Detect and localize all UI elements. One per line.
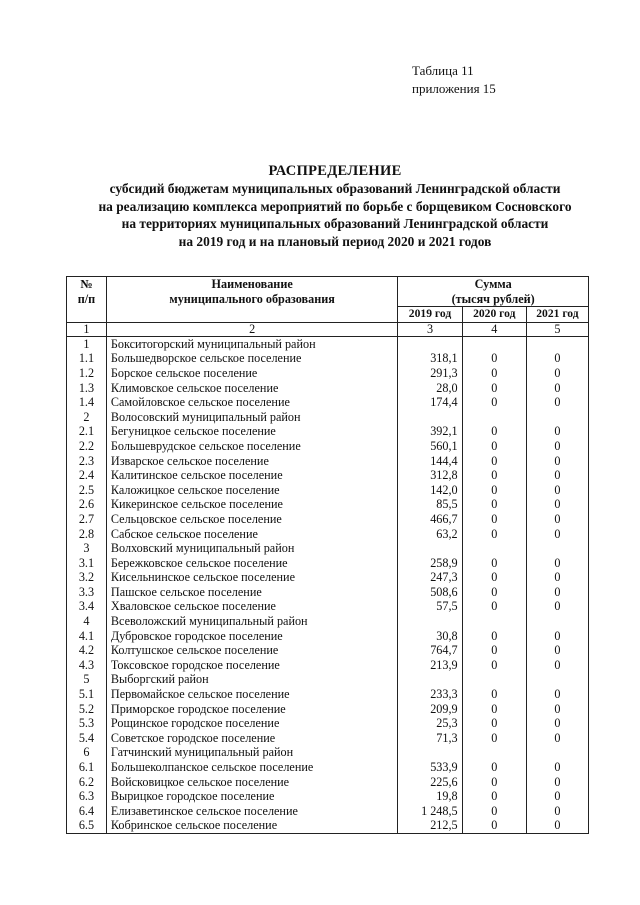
amount-2019: 209,9 [398, 702, 462, 717]
amount-2020: 0 [462, 570, 526, 585]
table-header [67, 277, 589, 323]
amount-2021: 0 [526, 789, 588, 804]
amount-2019: 144,4 [398, 454, 462, 469]
row-number: 5.2 [67, 702, 107, 717]
amount-2020: 0 [462, 643, 526, 658]
amount-2021 [526, 410, 588, 425]
amount-2021: 0 [526, 643, 588, 658]
amount-2019: 63,2 [398, 527, 462, 542]
amount-2019: 291,3 [398, 366, 462, 381]
amount-2019: 318,1 [398, 351, 462, 366]
row-number: 3 [67, 541, 107, 556]
amount-2021: 0 [526, 366, 588, 381]
municipality-name: Борское сельское поселение [106, 366, 397, 381]
amount-2021: 0 [526, 658, 588, 673]
header-year-2020: 2020 год [462, 307, 526, 323]
amount-2019: 560,1 [398, 439, 462, 454]
row-number: 3.3 [67, 585, 107, 600]
row-number: 3.1 [67, 556, 107, 571]
municipality-name: Дубровское городское поселение [106, 629, 397, 644]
row-number: 6.2 [67, 775, 107, 790]
table-row [67, 527, 589, 542]
amount-2020: 0 [462, 760, 526, 775]
document-title [40, 162, 630, 250]
municipality-name: Волховский муниципальный район [106, 541, 397, 556]
municipality-name: Всеволожский муниципальный район [106, 614, 397, 629]
municipality-name: Елизаветинское сельское поселение [106, 804, 397, 819]
amount-2020: 0 [462, 512, 526, 527]
municipality-name: Пашское сельское поселение [106, 585, 397, 600]
amount-2019: 225,6 [398, 775, 462, 790]
row-number: 2.8 [67, 527, 107, 542]
header-sum-line-2: (тысяч рублей) [451, 291, 535, 306]
amount-2019: 71,3 [398, 731, 462, 746]
row-number: 2.3 [67, 454, 107, 469]
municipality-name: Сельцовское сельское поселение [106, 512, 397, 527]
row-number: 5.4 [67, 731, 107, 746]
appendix-reference: приложения 15 [412, 81, 496, 96]
amount-2020: 0 [462, 599, 526, 614]
amount-2021: 0 [526, 351, 588, 366]
header-name [106, 277, 397, 323]
amount-2019: 392,1 [398, 424, 462, 439]
amount-2020 [462, 745, 526, 760]
table-row [67, 351, 589, 366]
column-number-row [67, 322, 589, 336]
amount-2020: 0 [462, 351, 526, 366]
municipality-name: Самойловское сельское поселение [106, 395, 397, 410]
municipality-name: Большеврудское сельское поселение [106, 439, 397, 454]
amount-2019 [398, 672, 462, 687]
header-year-2019: 2019 год [398, 307, 462, 323]
table-row [67, 599, 589, 614]
table-row [67, 395, 589, 410]
header-number-abbr: п/п [77, 291, 96, 306]
amount-2019: 30,8 [398, 629, 462, 644]
amount-2020: 0 [462, 527, 526, 542]
amount-2019: 25,3 [398, 716, 462, 731]
table-reference [412, 62, 496, 98]
row-number: 2.5 [67, 483, 107, 498]
row-number: 6.5 [67, 818, 107, 833]
municipality-name: Советское городское поселение [106, 731, 397, 746]
amount-2021: 0 [526, 512, 588, 527]
table-row [67, 760, 589, 775]
amount-2021: 0 [526, 760, 588, 775]
table-row [67, 672, 589, 687]
table-row [67, 629, 589, 644]
header-year-2021: 2021 год [526, 307, 588, 323]
amount-2020: 0 [462, 366, 526, 381]
table-row [67, 410, 589, 425]
table-row [67, 366, 589, 381]
amount-2020 [462, 336, 526, 351]
row-number: 2.1 [67, 424, 107, 439]
amount-2021: 0 [526, 556, 588, 571]
municipality-name: Кобринское сельское поселение [106, 818, 397, 833]
row-number: 1.3 [67, 381, 107, 396]
municipality-name: Бережковское сельское поселение [106, 556, 397, 571]
amount-2019: 142,0 [398, 483, 462, 498]
table-number: Таблица 11 [412, 63, 474, 78]
amount-2021: 0 [526, 731, 588, 746]
amount-2020 [462, 410, 526, 425]
table-row [67, 643, 589, 658]
municipality-name: Токсовское городское поселение [106, 658, 397, 673]
table-row [67, 585, 589, 600]
row-number: 3.2 [67, 570, 107, 585]
municipality-name: Бокситогорский муниципальный район [106, 336, 397, 351]
amount-2019 [398, 410, 462, 425]
municipality-name: Кисельнинское сельское поселение [106, 570, 397, 585]
amount-2021: 0 [526, 424, 588, 439]
row-number: 2 [67, 410, 107, 425]
header-number-symbol: № [80, 277, 93, 291]
table-row [67, 336, 589, 351]
table-row [67, 381, 589, 396]
amount-2020 [462, 541, 526, 556]
amount-2020: 0 [462, 629, 526, 644]
column-number: 3 [398, 322, 462, 336]
amount-2021: 0 [526, 497, 588, 512]
municipality-name: Сабское сельское поселение [106, 527, 397, 542]
amount-2020: 0 [462, 483, 526, 498]
municipality-name: Изварское сельское поселение [106, 454, 397, 469]
amount-2021 [526, 614, 588, 629]
table-row [67, 483, 589, 498]
municipality-name: Первомайское сельское поселение [106, 687, 397, 702]
table-row [67, 614, 589, 629]
title-heading: РАСПРЕДЕЛЕНИЕ [268, 163, 402, 179]
amount-2020: 0 [462, 702, 526, 717]
table-row [67, 468, 589, 483]
table-row [67, 512, 589, 527]
subsidy-table [66, 276, 589, 834]
title-line-1: субсидий бюджетам муниципальных образований Ленинградской области [109, 181, 561, 196]
amount-2020: 0 [462, 497, 526, 512]
amount-2021: 0 [526, 585, 588, 600]
header-name-line-1: Наименование [211, 277, 293, 291]
amount-2019: 466,7 [398, 512, 462, 527]
table-row [67, 556, 589, 571]
amount-2021: 0 [526, 454, 588, 469]
amount-2020: 0 [462, 658, 526, 673]
column-number: 5 [526, 322, 588, 336]
amount-2019: 1 248,5 [398, 804, 462, 819]
amount-2021: 0 [526, 439, 588, 454]
row-number: 1.2 [67, 366, 107, 381]
amount-2019: 764,7 [398, 643, 462, 658]
amount-2020: 0 [462, 439, 526, 454]
header-sum-line-1: Сумма [474, 277, 512, 291]
amount-2020: 0 [462, 585, 526, 600]
amount-2019 [398, 541, 462, 556]
title-line-3: на территориях муниципальных образований Ленинградской области [121, 216, 549, 232]
row-number: 6 [67, 745, 107, 760]
header-number [67, 277, 107, 323]
row-number: 5 [67, 672, 107, 687]
amount-2020: 0 [462, 818, 526, 833]
amount-2021: 0 [526, 483, 588, 498]
amount-2021: 0 [526, 702, 588, 717]
amount-2019 [398, 614, 462, 629]
table-row [67, 731, 589, 746]
municipality-name: Вырицкое городское поселение [106, 789, 397, 804]
row-number: 2.2 [67, 439, 107, 454]
title-line-4: на 2019 год и на плановый период 2020 и 2021 годов [178, 233, 492, 249]
municipality-name: Каложицкое сельское поселение [106, 483, 397, 498]
amount-2021: 0 [526, 629, 588, 644]
amount-2021 [526, 672, 588, 687]
amount-2020 [462, 614, 526, 629]
header-sum [398, 277, 589, 307]
amount-2021: 0 [526, 818, 588, 833]
column-number: 1 [67, 322, 107, 336]
municipality-name: Выборгский район [106, 672, 397, 687]
table-row [67, 541, 589, 556]
table-row [67, 687, 589, 702]
amount-2019: 312,8 [398, 468, 462, 483]
municipality-name: Кикеринское сельское поселение [106, 497, 397, 512]
amount-2019: 508,6 [398, 585, 462, 600]
row-number: 2.4 [67, 468, 107, 483]
amount-2019: 233,3 [398, 687, 462, 702]
table-row [67, 818, 589, 833]
row-number: 2.7 [67, 512, 107, 527]
municipality-name: Калитинское сельское поселение [106, 468, 397, 483]
municipality-name: Гатчинский муниципальный район [106, 745, 397, 760]
municipality-name: Хваловское сельское поселение [106, 599, 397, 614]
table-row [67, 804, 589, 819]
table-row [67, 570, 589, 585]
amount-2021: 0 [526, 716, 588, 731]
amount-2021 [526, 745, 588, 760]
amount-2020: 0 [462, 716, 526, 731]
amount-2021: 0 [526, 599, 588, 614]
amount-2019: 212,5 [398, 818, 462, 833]
header-name-line-2: муниципального образования [169, 291, 335, 306]
amount-2020: 0 [462, 731, 526, 746]
table-row [67, 658, 589, 673]
row-number: 4 [67, 614, 107, 629]
table-row [67, 702, 589, 717]
row-number: 1.4 [67, 395, 107, 410]
table-row [67, 497, 589, 512]
amount-2020 [462, 672, 526, 687]
table-row [67, 745, 589, 760]
municipality-name: Волосовский муниципальный район [106, 410, 397, 425]
table-row [67, 424, 589, 439]
municipality-name: Бегуницкое сельское поселение [106, 424, 397, 439]
amount-2020: 0 [462, 395, 526, 410]
amount-2020: 0 [462, 381, 526, 396]
row-number: 6.1 [67, 760, 107, 775]
amount-2020: 0 [462, 789, 526, 804]
amount-2020: 0 [462, 687, 526, 702]
row-number: 1 [67, 336, 107, 351]
amount-2019: 19,8 [398, 789, 462, 804]
title-line-2: на реализацию комплекса мероприятий по борьбе с борщевиком Сосновского [98, 198, 572, 214]
amount-2019: 247,3 [398, 570, 462, 585]
amount-2021: 0 [526, 381, 588, 396]
row-number: 4.2 [67, 643, 107, 658]
row-number: 4.1 [67, 629, 107, 644]
amount-2020: 0 [462, 804, 526, 819]
municipality-name: Войсковицкое сельское поселение [106, 775, 397, 790]
municipality-name: Климовское сельское поселение [106, 381, 397, 396]
table-body [67, 322, 589, 833]
municipality-name: Приморское городское поселение [106, 702, 397, 717]
table-row [67, 789, 589, 804]
row-number: 6.4 [67, 804, 107, 819]
amount-2020: 0 [462, 775, 526, 790]
row-number: 3.4 [67, 599, 107, 614]
column-number: 2 [106, 322, 397, 336]
amount-2021 [526, 336, 588, 351]
amount-2020: 0 [462, 468, 526, 483]
row-number: 2.6 [67, 497, 107, 512]
amount-2019 [398, 745, 462, 760]
table-row [67, 454, 589, 469]
amount-2021: 0 [526, 468, 588, 483]
municipality-name: Большеколпанское сельское поселение [106, 760, 397, 775]
amount-2021: 0 [526, 527, 588, 542]
row-number: 4.3 [67, 658, 107, 673]
amount-2019: 57,5 [398, 599, 462, 614]
amount-2021: 0 [526, 687, 588, 702]
municipality-name: Большедворское сельское поселение [106, 351, 397, 366]
amount-2020: 0 [462, 454, 526, 469]
amount-2019: 85,5 [398, 497, 462, 512]
column-number: 4 [462, 322, 526, 336]
amount-2019: 174,4 [398, 395, 462, 410]
table-row [67, 775, 589, 790]
municipality-name: Колтушское сельское поселение [106, 643, 397, 658]
row-number: 1.1 [67, 351, 107, 366]
amount-2021: 0 [526, 804, 588, 819]
amount-2021: 0 [526, 395, 588, 410]
row-number: 5.1 [67, 687, 107, 702]
row-number: 6.3 [67, 789, 107, 804]
amount-2021: 0 [526, 775, 588, 790]
amount-2021: 0 [526, 570, 588, 585]
amount-2021 [526, 541, 588, 556]
amount-2019: 213,9 [398, 658, 462, 673]
table-row [67, 716, 589, 731]
amount-2019: 533,9 [398, 760, 462, 775]
amount-2019: 258,9 [398, 556, 462, 571]
amount-2020: 0 [462, 556, 526, 571]
row-number: 5.3 [67, 716, 107, 731]
amount-2020: 0 [462, 424, 526, 439]
amount-2019 [398, 336, 462, 351]
table-row [67, 439, 589, 454]
municipality-name: Рощинское городское поселение [106, 716, 397, 731]
amount-2019: 28,0 [398, 381, 462, 396]
